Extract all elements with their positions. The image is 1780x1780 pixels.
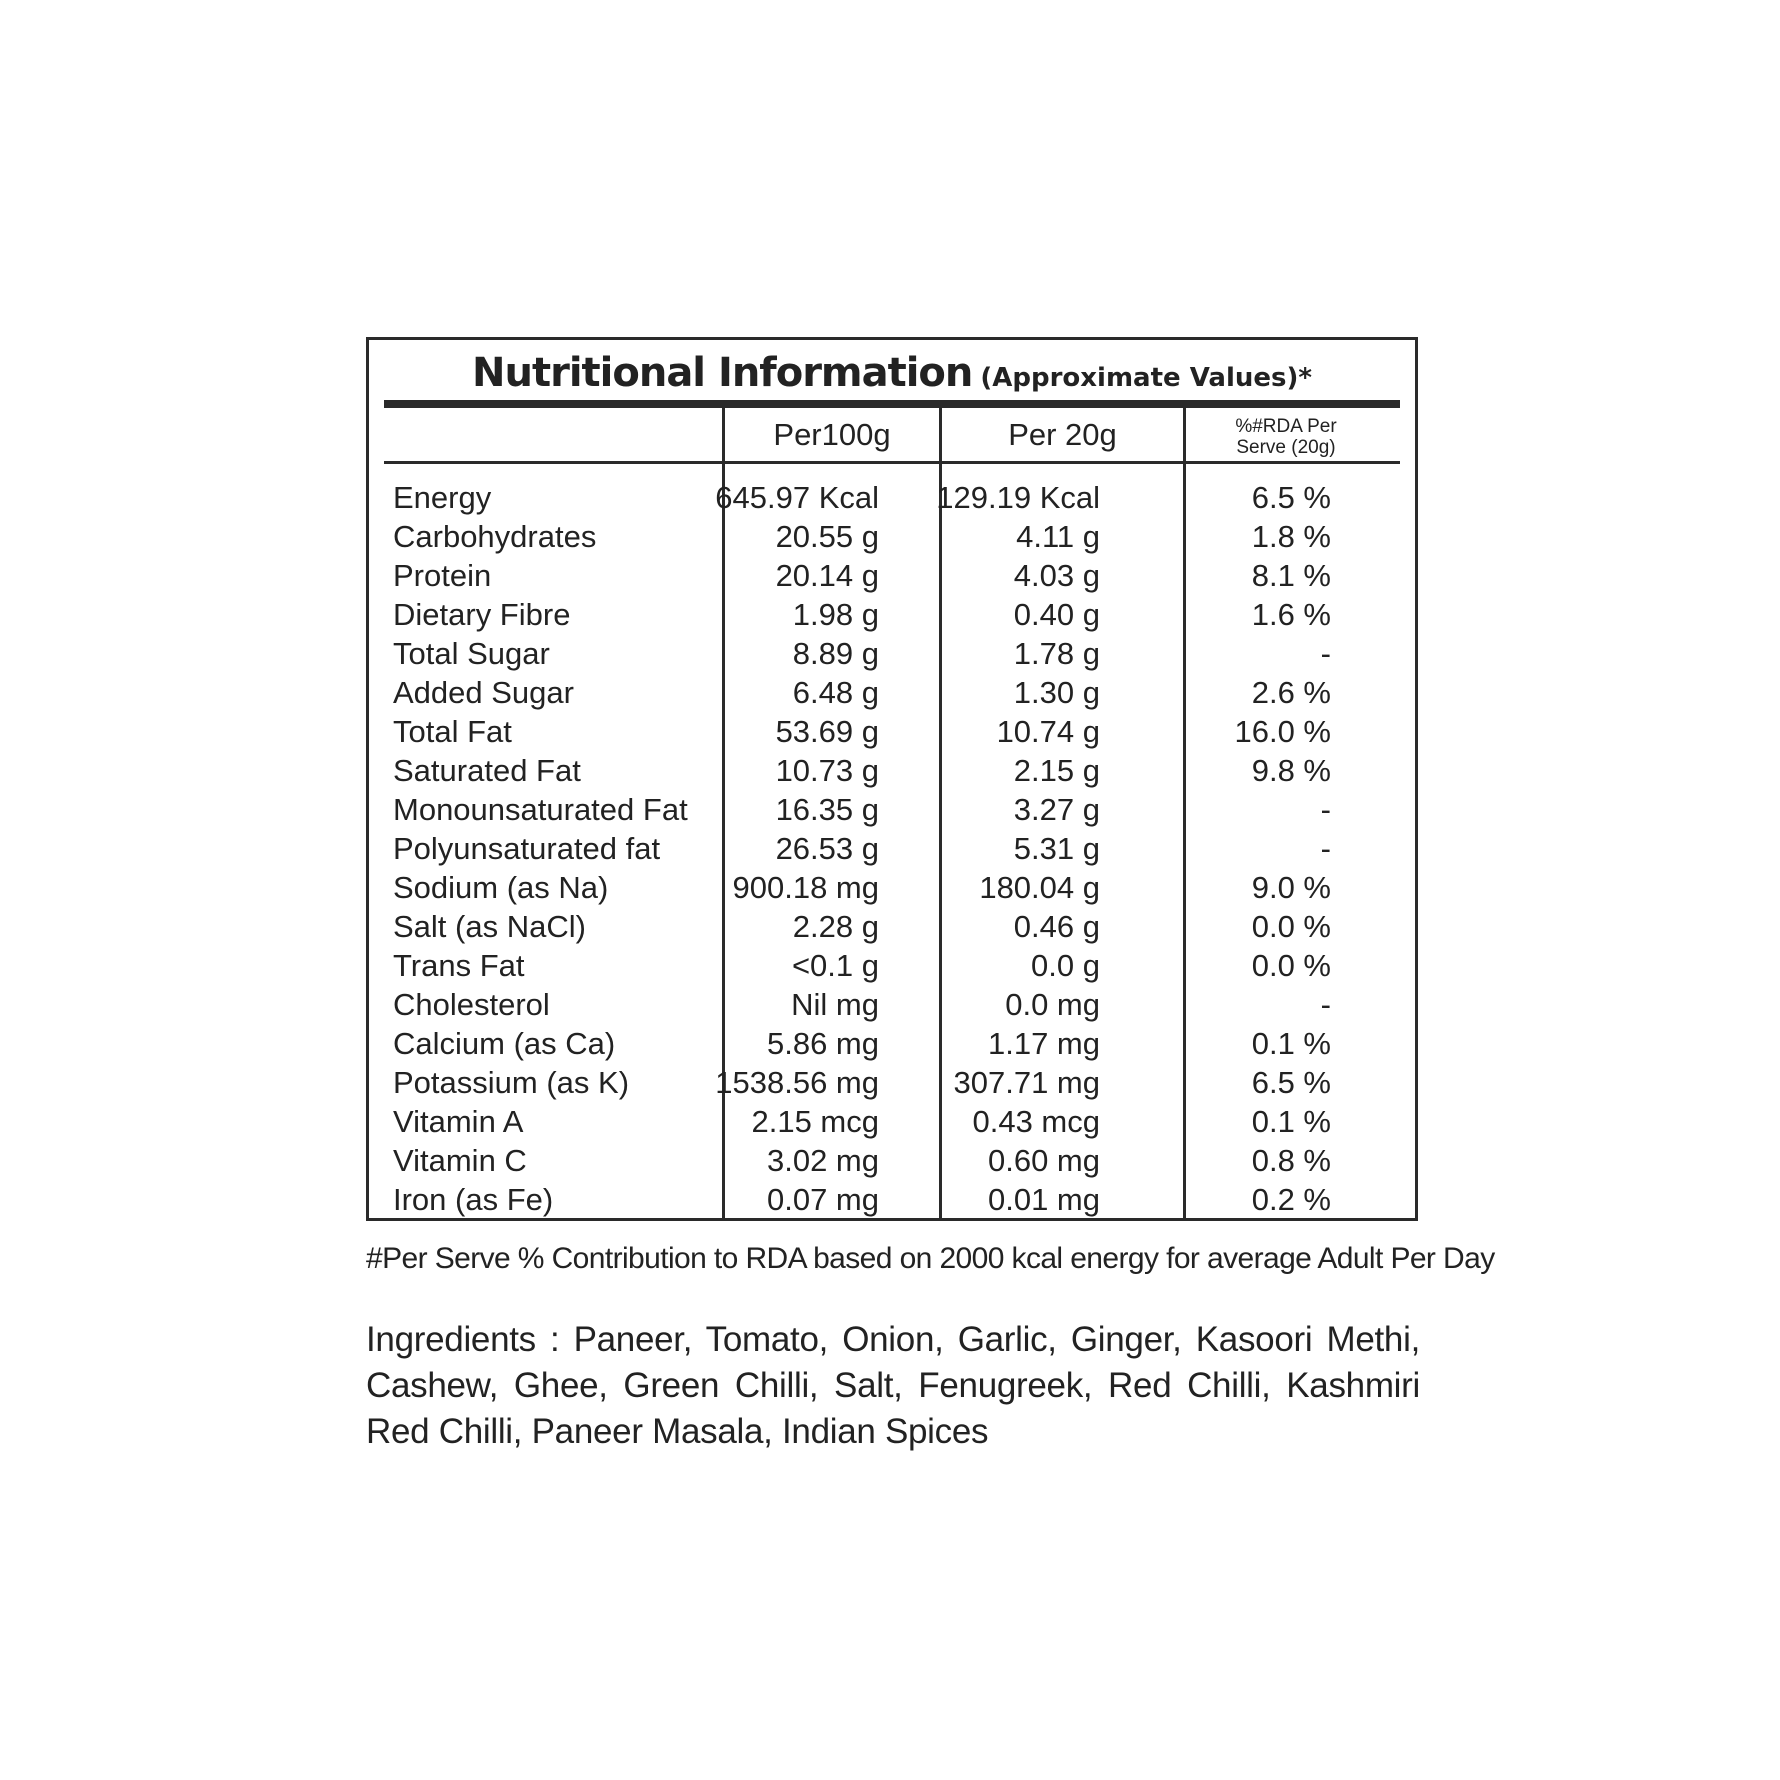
table-row: [369, 1102, 1415, 1141]
nutrient-name: Vitamin A: [393, 1104, 524, 1139]
nutrient-name: Iron (as Fe): [393, 1182, 554, 1217]
value-rda: 0.1 %: [1251, 1104, 1331, 1139]
value-rda: 6.5 %: [1251, 1065, 1331, 1100]
value-per20g: 4.03 g: [1013, 558, 1100, 593]
value-rda: 2.6 %: [1251, 675, 1331, 710]
value-per20g: 10.74 g: [996, 714, 1100, 749]
value-per20g: 0.40 g: [1013, 597, 1100, 632]
value-rda: -: [1320, 831, 1331, 866]
value-per20g: 0.0 mg: [1005, 987, 1100, 1022]
table-row: [369, 907, 1415, 946]
value-per20g: 0.46 g: [1013, 909, 1100, 944]
value-per20g: 0.60 mg: [987, 1143, 1100, 1178]
value-per20g: 1.78 g: [1013, 636, 1100, 671]
table-subtitle: (Approximate Values)*: [980, 363, 1312, 393]
value-per100g: 645.97 Kcal: [715, 480, 879, 515]
value-per20g: 5.31 g: [1013, 831, 1100, 866]
table-row: [369, 673, 1415, 712]
table-row: [369, 868, 1415, 907]
table-row: [369, 595, 1415, 634]
value-per100g: 53.69 g: [775, 714, 879, 749]
value-per100g: Nil mg: [791, 987, 879, 1022]
value-per20g: 0.43 mcg: [972, 1104, 1100, 1139]
nutrient-rows: [369, 478, 1415, 1219]
value-rda: 16.0 %: [1234, 714, 1331, 749]
value-per100g: <0.1 g: [791, 948, 879, 983]
nutrient-name: Carbohydrates: [393, 519, 597, 554]
value-per20g: 4.11 g: [1016, 519, 1100, 554]
table-row: [369, 478, 1415, 517]
value-rda: 0.1 %: [1251, 1026, 1331, 1061]
table-row: [369, 985, 1415, 1024]
value-per100g: 6.48 g: [792, 675, 879, 710]
table-row: [369, 751, 1415, 790]
value-per20g: 1.17 mg: [987, 1026, 1100, 1061]
table-row: [369, 790, 1415, 829]
table-row: [369, 1024, 1415, 1063]
value-per100g: 20.14 g: [775, 558, 879, 593]
value-per100g: 1538.56 mg: [715, 1065, 879, 1100]
nutrition-table: [366, 337, 1418, 1221]
value-rda: 9.0 %: [1251, 870, 1331, 905]
value-per100g: 0.07 mg: [766, 1182, 879, 1217]
value-per100g: 10.73 g: [775, 753, 879, 788]
nutrient-name: Total Fat: [393, 714, 512, 749]
nutrient-name: Energy: [393, 480, 492, 515]
value-rda: 0.0 %: [1251, 948, 1331, 983]
value-rda: -: [1320, 792, 1331, 827]
table-row: [369, 634, 1415, 673]
title-divider: [384, 400, 1400, 408]
column-header-rda: [1186, 412, 1386, 462]
nutrient-name: Sodium (as Na): [393, 870, 609, 905]
value-per100g: 2.15 mcg: [751, 1104, 879, 1139]
value-per100g: 20.55 g: [775, 519, 879, 554]
value-per20g: 180.04 g: [979, 870, 1100, 905]
column-header-per20g: Per 20g: [1008, 416, 1117, 452]
value-per20g: 0.01 mg: [987, 1182, 1100, 1217]
nutrient-name: Protein: [393, 558, 492, 593]
nutrient-name: Dietary Fibre: [393, 597, 571, 632]
nutrient-name: Calcium (as Ca): [393, 1026, 616, 1061]
value-per20g: 307.71 mg: [953, 1065, 1100, 1100]
nutrient-name: Saturated Fat: [393, 753, 581, 788]
value-per20g: 3.27 g: [1013, 792, 1100, 827]
value-per20g: 1.30 g: [1013, 675, 1100, 710]
value-per20g: 2.15 g: [1013, 753, 1100, 788]
table-row: [369, 556, 1415, 595]
nutrient-name: Trans Fat: [393, 948, 525, 983]
value-per100g: 5.86 mg: [766, 1026, 879, 1061]
value-rda: -: [1320, 987, 1331, 1022]
rda-header-line-1: %#RDA Per: [1235, 416, 1337, 437]
column-header-per100g: Per100g: [773, 416, 891, 452]
nutrient-name: Potassium (as K): [393, 1065, 630, 1100]
table-row: [369, 1180, 1415, 1219]
value-rda: 6.5 %: [1251, 480, 1331, 515]
table-row: [369, 517, 1415, 556]
table-row: [369, 1063, 1415, 1102]
value-rda: 0.2 %: [1251, 1182, 1331, 1217]
rda-footnote: #Per Serve % Contribution to RDA based on 2000 kcal energy for average Adult Per Day: [366, 1242, 1495, 1275]
value-per100g: 16.35 g: [775, 792, 879, 827]
value-rda: 1.8 %: [1251, 519, 1331, 554]
table-title-row: [369, 350, 1415, 396]
table-row: [369, 946, 1415, 985]
ingredients-text: Ingredients : Paneer, Tomato, Onion, Garlic, Ginger, Kasoori Methi, Cashew, Ghee, Green Chilli, Salt, Fenugreek, Red Chilli, Kashmiri Red Chilli, Paneer Masala, Indian Spices: [366, 1320, 1420, 1451]
value-rda: 1.6 %: [1251, 597, 1331, 632]
table-row: [369, 712, 1415, 751]
value-rda: 0.0 %: [1251, 909, 1331, 944]
nutrient-name: Cholesterol: [393, 987, 550, 1022]
value-rda: -: [1320, 636, 1331, 671]
value-rda: 0.8 %: [1251, 1143, 1331, 1178]
value-per100g: 900.18 mg: [732, 870, 879, 905]
value-per100g: 2.28 g: [792, 909, 879, 944]
nutrient-name: Added Sugar: [393, 675, 574, 710]
value-per100g: 1.98 g: [792, 597, 879, 632]
nutrient-name: Polyunsaturated fat: [393, 831, 661, 866]
rda-header-line-2: Serve (20g): [1236, 437, 1336, 458]
value-per100g: 26.53 g: [775, 831, 879, 866]
value-per20g: 0.0 g: [1031, 948, 1100, 983]
value-per100g: 8.89 g: [792, 636, 879, 671]
nutrient-name: Monounsaturated Fat: [393, 792, 688, 827]
nutrient-name: Total Sugar: [393, 636, 550, 671]
nutrient-name: Salt (as NaCl): [393, 909, 586, 944]
header-divider: [384, 461, 1400, 464]
value-rda: 8.1 %: [1251, 558, 1331, 593]
nutrient-name: Vitamin C: [393, 1143, 527, 1178]
table-row: [369, 829, 1415, 868]
value-per100g: 3.02 mg: [766, 1143, 879, 1178]
value-rda: 9.8 %: [1251, 753, 1331, 788]
value-per20g: 129.19 Kcal: [936, 480, 1100, 515]
table-row: [369, 1141, 1415, 1180]
table-title: Nutritional Information: [472, 350, 973, 396]
